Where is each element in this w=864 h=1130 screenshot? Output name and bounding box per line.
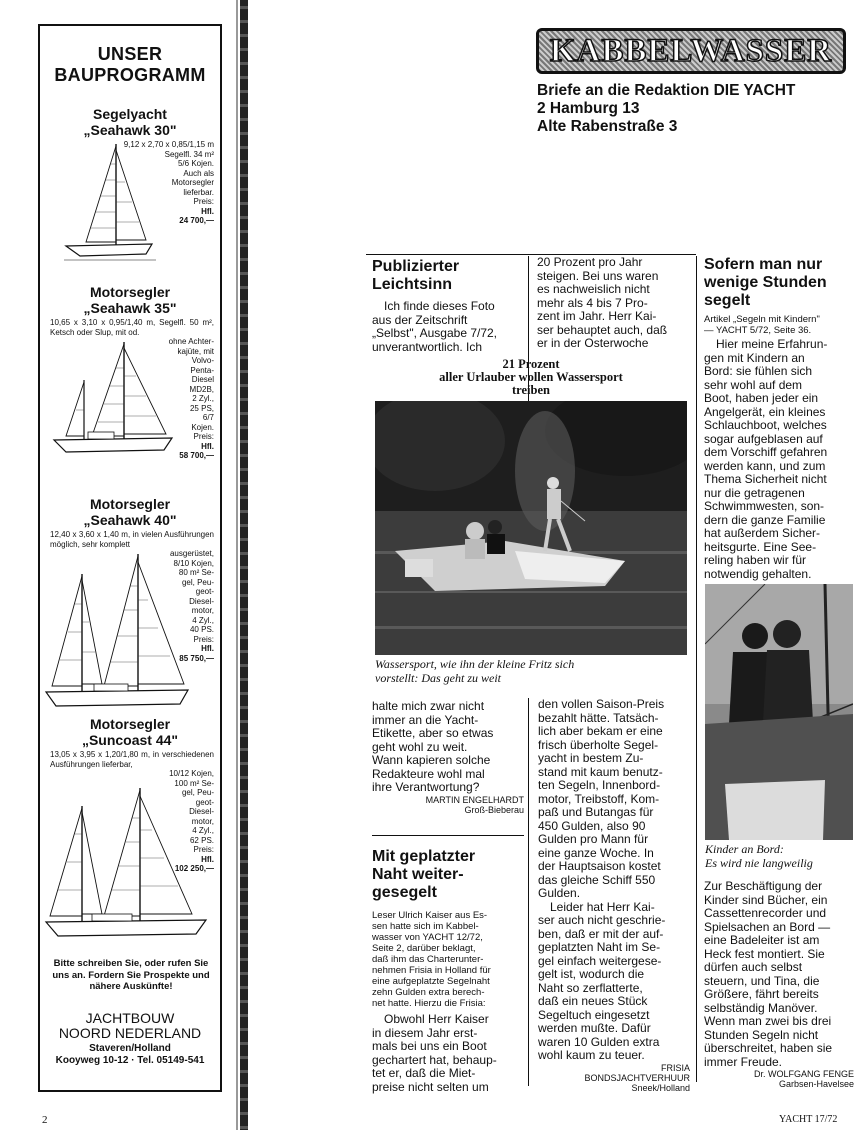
column-rule bbox=[696, 256, 697, 1082]
body-line: Wann kapieren solche bbox=[372, 753, 491, 767]
body-line: Angelgerät, ein kleines bbox=[704, 404, 826, 419]
logo-text: KABBELWASSER bbox=[549, 32, 833, 69]
body-line: yacht in bestem Zu- bbox=[538, 751, 644, 765]
body-line: eine Badeleiter ist am bbox=[704, 933, 820, 947]
clipping-headline bbox=[375, 358, 687, 397]
body-line: gechartert hat, behaup- bbox=[372, 1052, 497, 1067]
body-line: geht wohl zu weit. bbox=[372, 739, 468, 754]
spec-line: Auch als bbox=[183, 168, 214, 178]
spec-line: motor, bbox=[191, 816, 214, 826]
letter-body bbox=[704, 880, 854, 1069]
spec-line: kajüte, mit bbox=[177, 346, 214, 356]
letter-continuation bbox=[538, 698, 690, 1093]
body-line: Etikette, aber so etwas bbox=[372, 726, 494, 740]
intro-line: daß ihm das Charterunter- bbox=[372, 954, 484, 965]
spec-line: Preis: bbox=[193, 197, 214, 206]
letter-continuation bbox=[704, 880, 854, 1089]
spec-line: 10/12 Kojen, bbox=[169, 769, 214, 778]
body-line: Obwohl Herr Kaiser bbox=[384, 1012, 489, 1026]
headline-line: Leichtsinn bbox=[372, 276, 453, 293]
body-line: 450 Gulden, also 90 bbox=[538, 818, 646, 833]
body-line: motor, Treibstoff, Kom- bbox=[538, 791, 660, 806]
photo-caption bbox=[375, 657, 687, 685]
issue-footer: YACHT 17/72 bbox=[779, 1114, 838, 1125]
body-line: Größere, fährt bereits bbox=[704, 987, 819, 1001]
spec-line: 62 PS. bbox=[189, 835, 214, 845]
body-line: Ich finde dieses Foto bbox=[384, 299, 495, 313]
spec-line: ausgerüstet, bbox=[169, 549, 214, 558]
boat-kind: Motorsegler bbox=[89, 284, 171, 300]
spec-line: 80 m² Se- bbox=[178, 568, 214, 577]
letter-mit-geplatzter-naht bbox=[372, 848, 524, 1094]
letter-publizierter-leichtsinn bbox=[372, 258, 524, 354]
body-line: paß und Butangas für bbox=[538, 805, 654, 819]
body-line: Bord: sie fühlen sich bbox=[704, 364, 813, 378]
spec-line: 10,65 x 3,10 x 0,95/1,40 m, Segelfl. 50 m², Ketsch oder Slup, mit od. bbox=[50, 318, 214, 337]
brand-line: JACHTBOUW bbox=[85, 1010, 175, 1026]
spec-line: gel, Peu- bbox=[181, 788, 214, 797]
photo-caption bbox=[705, 842, 855, 870]
body-line: heitsgurte. Eine See- bbox=[704, 539, 817, 554]
spec-line: Preis: bbox=[193, 845, 214, 854]
spec-line: Preis: bbox=[193, 432, 214, 441]
price-currency: Hfl. bbox=[201, 206, 214, 216]
headline-line: wenige Stunden bbox=[704, 274, 827, 291]
body-line: sehr wohl auf dem bbox=[704, 377, 803, 392]
boat-name: „Seahawk 40" bbox=[83, 512, 177, 528]
body-line: bezahlt hätte. Tatsäch- bbox=[538, 710, 659, 725]
intro-line: zehn Gulden extra berech- bbox=[372, 987, 485, 998]
article-reference bbox=[704, 314, 854, 336]
schooner-illustration bbox=[42, 552, 192, 712]
intro-line: net hatte. Hierzu die Frisia: bbox=[372, 998, 486, 1009]
body-line: Cassettenrecorder und bbox=[704, 906, 827, 920]
letter-sofern-man-nur bbox=[704, 256, 854, 581]
body-line: zent im Jahr. Herr Kai- bbox=[537, 309, 657, 323]
intro-line: nehmen Frisia in Holland für bbox=[372, 965, 491, 976]
letter-signature bbox=[704, 1069, 854, 1089]
body-line: ihre Verantwortung? bbox=[372, 780, 480, 794]
boat-price: 102 250,— bbox=[174, 864, 214, 873]
boat-kind: Segelyacht bbox=[93, 106, 167, 122]
body-line: selbständig Manöver. bbox=[704, 1000, 818, 1015]
body-line: überschreitet, haben sie bbox=[704, 1041, 833, 1055]
boat-kind: Motorsegler bbox=[89, 716, 171, 732]
signature-place: Groß-Bieberau bbox=[464, 804, 524, 815]
photo-illustration bbox=[705, 584, 853, 840]
letter-continuation bbox=[537, 256, 689, 351]
section-rule bbox=[372, 835, 524, 836]
kabbelwasser-logo bbox=[536, 28, 846, 74]
headline-line: segelt bbox=[704, 292, 751, 309]
body-line: Gulden. bbox=[538, 886, 581, 900]
signature-place: Sneek/Holland bbox=[631, 1082, 690, 1093]
body-line: daß ein neues Stück bbox=[538, 994, 648, 1008]
headline-line: 21 Prozent bbox=[502, 357, 560, 371]
body-line: stand mit kaum benutz- bbox=[538, 764, 663, 779]
boat-price: 58 700,— bbox=[179, 451, 214, 460]
body-line: Heck fest montiert. Sie bbox=[704, 946, 825, 961]
body-line: Kinder sind Bücher, ein bbox=[704, 892, 828, 907]
ketch-illustration bbox=[48, 340, 176, 464]
body-line: Schlauchboot, welches bbox=[704, 418, 827, 432]
headline-line: Mit geplatzter bbox=[372, 848, 476, 865]
body-line: Leider hat Herr Kai- bbox=[550, 899, 655, 914]
letter-signature bbox=[372, 795, 524, 815]
spec-line: 2 Zyl., bbox=[192, 394, 214, 403]
section-rule bbox=[366, 254, 696, 255]
ad-call-to-action: Bitte schreiben Sie, oder rufen Sie uns an. Fordern Sie Prospekte und nähere Auskünfte! bbox=[52, 958, 210, 992]
body-line: dürfen auch selbst bbox=[704, 960, 803, 974]
body-line: der Hauptsaison kostet bbox=[538, 859, 661, 873]
letter-body bbox=[704, 338, 854, 581]
caption-line: Kinder an Bord: bbox=[705, 842, 784, 856]
body-line: reling haben wir für bbox=[704, 553, 807, 567]
body-line: er in der Osterwoche bbox=[537, 336, 649, 350]
body-line: waren 10 Gulden extra bbox=[538, 1034, 660, 1049]
body-line: gelt ist, wodurch die bbox=[538, 967, 645, 981]
spec-line: 9,12 x 2,70 x 0,85/1,15 m bbox=[123, 140, 214, 149]
spec-line: 40 PS. bbox=[189, 625, 214, 634]
spec-line: Diesel bbox=[191, 375, 214, 384]
schooner-illustration bbox=[42, 786, 212, 946]
children-on-board-photo bbox=[705, 584, 853, 840]
column-rule bbox=[528, 698, 529, 1086]
signature-place: Garbsen-Havelsee bbox=[778, 1079, 854, 1089]
body-line: werden mußte. Dafür bbox=[538, 1021, 651, 1035]
body-line: hat außerdem Sicher- bbox=[704, 526, 821, 540]
reference-line: Artikel „Segeln mit Kindern" bbox=[704, 314, 820, 325]
spec-line: Diesel- bbox=[189, 596, 214, 606]
spec-line: 13,05 x 3,95 x 1,20/1,80 m, in verschiedenen Ausführungen lieferbar, bbox=[50, 750, 214, 769]
body-line: preise nicht selten um bbox=[372, 1079, 489, 1094]
photo-illustration bbox=[375, 401, 687, 655]
body-line: steigen. Bei uns waren bbox=[537, 268, 659, 283]
editorial-address bbox=[537, 82, 795, 136]
ad-address bbox=[40, 1043, 220, 1067]
spec-line: geot- bbox=[195, 587, 214, 596]
spec-line: MD2B, bbox=[189, 384, 214, 394]
price-currency: Hfl. bbox=[201, 644, 214, 653]
intro-line: sen hatte sich im Kabbel- bbox=[372, 921, 479, 932]
letter-body bbox=[538, 698, 690, 1063]
spec-line: 4 Zyl., bbox=[192, 615, 214, 625]
caption-line: Wassersport, wie ihn der kleine Fritz sich bbox=[375, 657, 575, 671]
spec-line: Segelfl. 34 m² bbox=[164, 149, 214, 159]
boat-kind: Motorsegler bbox=[89, 496, 171, 512]
spec-line: Volvo- bbox=[191, 356, 214, 365]
letter-headline bbox=[704, 256, 854, 310]
body-line: es nachweislich nicht bbox=[537, 282, 650, 296]
body-line: Zur Beschäftigung der bbox=[704, 879, 823, 893]
body-line: ten Segeln, Innenbord- bbox=[538, 778, 661, 792]
ad-title-line: BAUPROGRAMM bbox=[54, 65, 206, 85]
address-line: Staveren/Holland bbox=[89, 1043, 171, 1054]
body-line: ser auch nicht geschrie- bbox=[538, 913, 666, 927]
letter-body bbox=[372, 1013, 524, 1094]
ad-brand bbox=[40, 1011, 220, 1041]
body-line: 20 Prozent pro Jahr bbox=[537, 255, 643, 269]
letter-continuation bbox=[372, 700, 524, 815]
caption-line: Es wird nie langweilig bbox=[705, 856, 813, 870]
body-line: „Selbst", Ausgabe 7/72, bbox=[372, 326, 498, 340]
page-gutter bbox=[240, 0, 248, 1130]
address-line: Alte Rabenstraße 3 bbox=[537, 118, 678, 135]
spec-line: Penta- bbox=[190, 365, 214, 375]
spec-line: 6/7 bbox=[202, 413, 214, 422]
price-currency: Hfl. bbox=[201, 441, 214, 451]
ad-title bbox=[40, 44, 220, 86]
sailboat-illustration bbox=[58, 142, 158, 266]
body-line: den vollen Saison-Preis bbox=[538, 697, 665, 711]
spec-line: Motorsegler bbox=[171, 178, 214, 187]
body-line: dern die ganze Familie bbox=[704, 512, 826, 527]
body-line: dem Vorschiff gefahren bbox=[704, 445, 828, 459]
body-line: Spielsachen an Bord — bbox=[704, 919, 831, 934]
spec-line: 5/6 Kojen. bbox=[177, 159, 214, 168]
body-line: wohl kaum zu teuer. bbox=[538, 1048, 645, 1062]
intro-line: Leser Ulrich Kaiser aus Es- bbox=[372, 910, 488, 921]
body-line: Wenn man zwei bis drei bbox=[704, 1014, 832, 1028]
address-line: Kooyweg 10-12 · Tel. 05149-541 bbox=[55, 1055, 205, 1066]
headline-line: aller Urlauber wollen Wassersport bbox=[439, 370, 623, 384]
address-line: 2 Hamburg 13 bbox=[537, 100, 640, 117]
body-line: sogar aufgeblasen auf bbox=[704, 431, 823, 446]
spec-line: 12,40 x 3,60 x 1,40 m, in vielen Ausführungen möglich, sehr komplett bbox=[50, 530, 214, 549]
spec-line: Preis: bbox=[193, 634, 214, 644]
letter-signature bbox=[538, 1063, 690, 1093]
body-line: Naht so zerflatterte, bbox=[538, 980, 643, 995]
body-line: immer Freude. bbox=[704, 1054, 783, 1069]
body-line: werden kann, und zum bbox=[704, 458, 826, 473]
body-line: ser behauptet auch, daß bbox=[537, 322, 668, 337]
spec-line: motor, bbox=[191, 606, 214, 615]
headline-line: treiben bbox=[512, 383, 550, 397]
body-line: steuern, und Tina, die bbox=[704, 973, 820, 988]
intro-line: eine aufgeplatzte Segelnaht bbox=[372, 976, 490, 987]
body-line: unverantwortlich. Ich bbox=[372, 339, 483, 354]
body-line: eine ganze Woche. In bbox=[538, 845, 654, 860]
signature-name: Dr. WOLFGANG FENGE bbox=[753, 1069, 854, 1079]
spec-line: 8/10 Kojen, bbox=[173, 558, 214, 568]
boat-price: 24 700,— bbox=[179, 216, 214, 225]
spec-line: gel, Peu- bbox=[181, 577, 214, 587]
spec-line: geot- bbox=[195, 797, 214, 807]
letter-headline bbox=[372, 258, 524, 294]
spec-line: 100 m² Se- bbox=[174, 778, 214, 788]
body-line: Segeltuch eingesetzt bbox=[538, 1007, 650, 1022]
intro-line: wasser von YACHT 12/72, bbox=[372, 932, 483, 943]
brand-line: NOORD NEDERLAND bbox=[58, 1025, 202, 1041]
body-line: immer an die Yacht- bbox=[372, 712, 479, 727]
body-line: geplatzten Naht im Se- bbox=[538, 940, 661, 954]
price-currency: Hfl. bbox=[201, 854, 214, 864]
caption-line: vorstellt: Das geht zu weit bbox=[375, 671, 501, 685]
signature-name: BONDSJACHTVERHUUR bbox=[584, 1072, 690, 1083]
headline-line: gesegelt bbox=[372, 884, 437, 901]
body-line: aus der Zeitschrift bbox=[372, 312, 468, 327]
boat-name: „Seahawk 30" bbox=[83, 122, 177, 138]
spec-line: lieferbar. bbox=[183, 187, 214, 197]
page-number: 2 bbox=[42, 1114, 48, 1126]
headline-line: Publizierter bbox=[372, 258, 460, 275]
spec-line: 25 PS, bbox=[189, 403, 214, 413]
spec-line: Kojen. bbox=[191, 422, 214, 432]
body-line: Gulden pro Mann für bbox=[538, 832, 649, 846]
body-line: Schwimmwesten, son- bbox=[704, 499, 825, 513]
body-line: halte mich zwar nicht bbox=[372, 699, 485, 713]
body-line: tet er, daß die Miet- bbox=[372, 1066, 476, 1080]
body-line: frisch überholte Segel- bbox=[538, 737, 659, 752]
letter-headline bbox=[372, 848, 524, 902]
water-skiing-photo bbox=[375, 401, 687, 655]
boat-name: „Seahawk 35" bbox=[83, 300, 177, 316]
ad-title-line: UNSER bbox=[97, 44, 163, 64]
body-line: gen mit Kindern an bbox=[704, 350, 805, 365]
intro-line: Seite 2, darüber beklagt, bbox=[372, 943, 476, 954]
address-line: Briefe an die Redaktion DIE YACHT bbox=[537, 82, 796, 99]
body-line: gel einfach weitergese- bbox=[538, 953, 662, 968]
body-line: lich aber bekam er eine bbox=[538, 724, 663, 738]
page-gutter-line bbox=[236, 0, 238, 1130]
signature-name: MARTIN ENGELHARDT bbox=[425, 794, 524, 805]
spec-line: Diesel- bbox=[189, 807, 214, 816]
boat-name: „Suncoast 44" bbox=[81, 732, 179, 748]
letter-intro bbox=[372, 910, 524, 1009]
signature-name: FRISIA bbox=[660, 1062, 690, 1073]
letter-body bbox=[372, 300, 524, 354]
boat-listing bbox=[40, 716, 220, 874]
headline-line: Naht weiter- bbox=[372, 866, 464, 883]
body-line: Thema Sicherheit nicht bbox=[704, 472, 827, 486]
body-line: das gleiche Schiff 550 bbox=[538, 872, 656, 887]
boat-listing bbox=[40, 284, 220, 461]
body-line: mals bei uns ein Boot bbox=[372, 1039, 487, 1053]
boat-listing bbox=[40, 106, 220, 226]
headline-line: Sofern man nur bbox=[704, 256, 823, 273]
spec-line: ohne Achter- bbox=[168, 337, 214, 346]
letter-body bbox=[372, 700, 524, 795]
body-line: nur die getragenen bbox=[704, 485, 805, 500]
body-line: mehr als 4 bis 7 Pro- bbox=[537, 295, 648, 310]
boat-listing bbox=[40, 496, 220, 663]
body-line: notwendig gehalten. bbox=[704, 566, 812, 581]
body-line: Boot, haben jeder ein bbox=[704, 391, 819, 405]
boat-price: 85 750,— bbox=[179, 653, 214, 663]
body-line: Stunden Segeln nicht bbox=[704, 1027, 819, 1042]
body-line: ben, daß er mit der auf- bbox=[538, 926, 664, 941]
body-line: Redakteure wohl mal bbox=[372, 766, 485, 781]
spec-line: 4 Zyl., bbox=[192, 826, 214, 835]
body-line: Hier meine Erfahrun- bbox=[716, 337, 828, 351]
body-line: in diesem Jahr erst- bbox=[372, 1025, 478, 1040]
reference-line: — YACHT 5/72, Seite 36. bbox=[704, 325, 812, 336]
advertisement bbox=[38, 24, 222, 1092]
